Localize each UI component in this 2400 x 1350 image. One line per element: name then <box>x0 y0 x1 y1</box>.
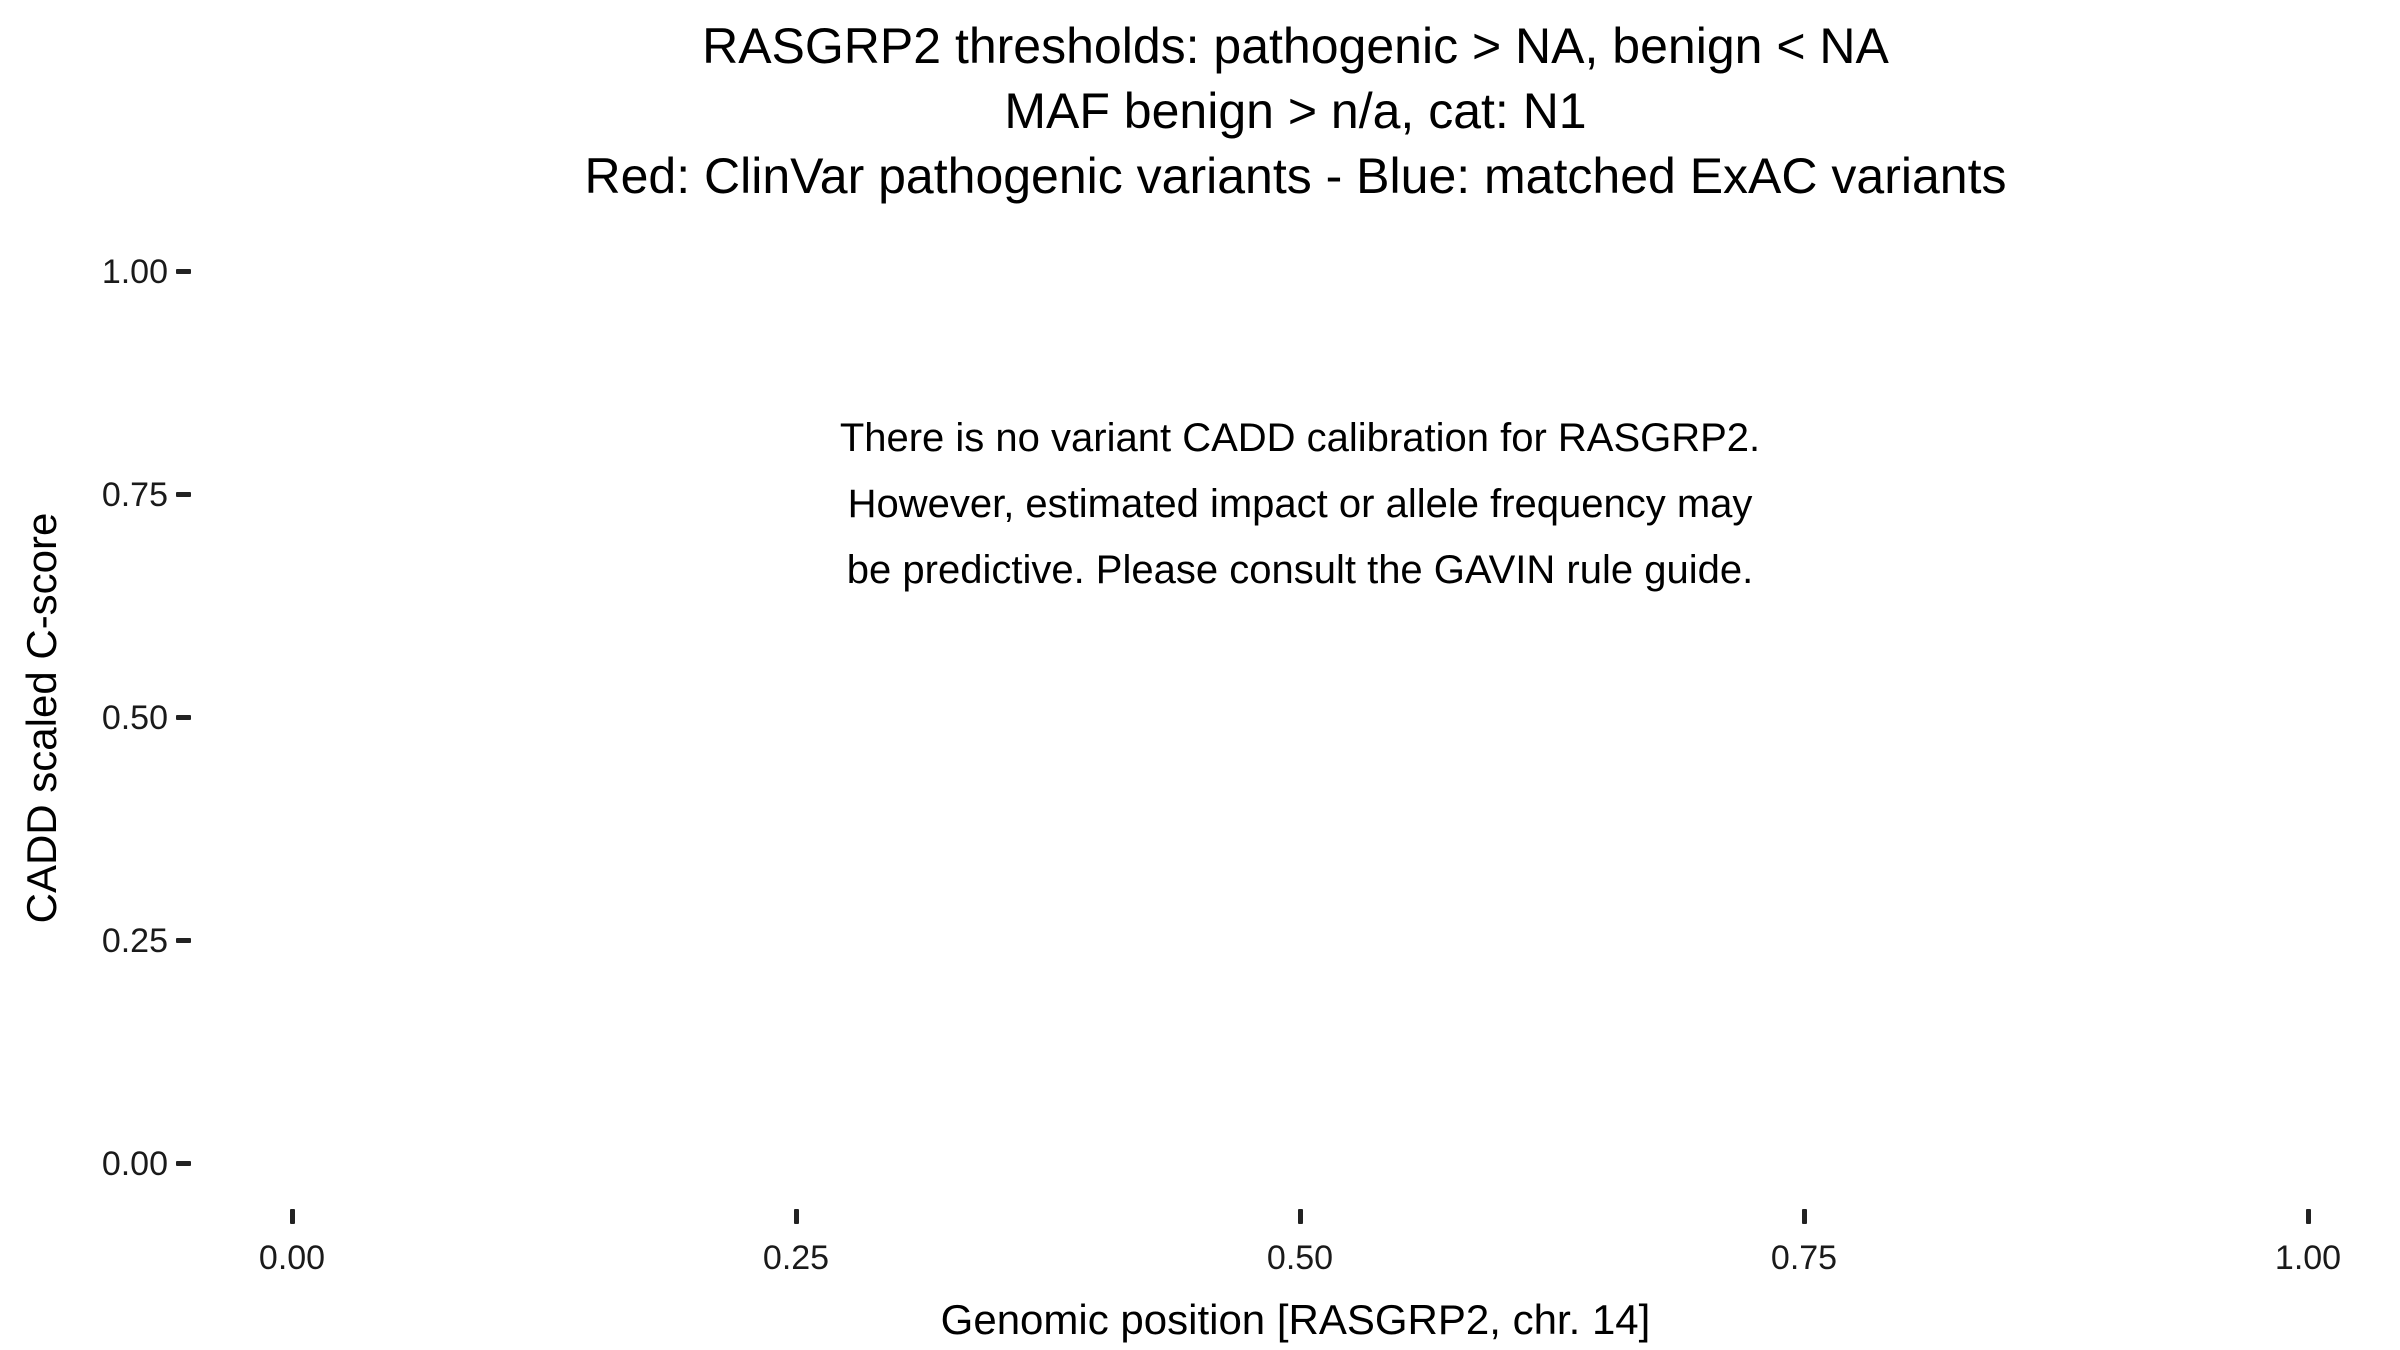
x-tick-label-0.50: 0.50 <box>1266 1239 1334 1277</box>
y-tick-label-0.00: 0.00 <box>101 1145 168 1183</box>
x-tick-mark-0.50 <box>1298 1209 1303 1224</box>
y-tick-mark-0.75 <box>176 492 191 497</box>
chart-title-line-2: MAF benign > n/a, cat: N1 <box>1004 83 1587 139</box>
annotation-line-2: However, estimated impact or allele frequency may <box>847 482 1753 526</box>
annotation-line-3: be predictive. Please consult the GAVIN rule guide. <box>846 548 1754 592</box>
y-tick-label-0.50: 0.50 <box>101 699 168 737</box>
x-tick-mark-0.25 <box>794 1209 799 1224</box>
plot-panel <box>191 227 2400 1209</box>
x-tick-label-0.00: 0.00 <box>258 1239 326 1277</box>
chart-title-line-1: RASGRP2 thresholds: pathogenic > NA, benign < NA <box>702 18 1889 74</box>
y-tick-label-0.25: 0.25 <box>101 922 168 960</box>
y-tick-mark-0.00 <box>176 1161 191 1166</box>
y-tick-label-0.75: 0.75 <box>101 476 168 514</box>
x-axis-title: Genomic position [RASGRP2, chr. 14] <box>940 1296 1651 1343</box>
x-tick-label-0.75: 0.75 <box>1770 1239 1838 1277</box>
chart-title-line-3: Red: ClinVar pathogenic variants - Blue: matched ExAC variants <box>584 148 2007 204</box>
y-tick-mark-0.25 <box>176 938 191 943</box>
annotation-text <box>400 405 2200 603</box>
x-tick-mark-1.00 <box>2306 1209 2311 1224</box>
y-tick-label-1.00: 1.00 <box>101 253 168 291</box>
x-tick-label-1.00: 1.00 <box>2274 1239 2342 1277</box>
x-tick-mark-0.00 <box>290 1209 295 1224</box>
y-tick-mark-1.00 <box>176 269 191 274</box>
y-tick-mark-0.50 <box>176 715 191 720</box>
y-axis-title: CADD scaled C-score <box>18 512 65 924</box>
annotation-line-1: There is no variant CADD calibration for RASGRP2. <box>839 416 1761 460</box>
x-tick-mark-0.75 <box>1802 1209 1807 1224</box>
x-tick-label-0.25: 0.25 <box>762 1239 830 1277</box>
chart-title <box>191 14 2400 209</box>
